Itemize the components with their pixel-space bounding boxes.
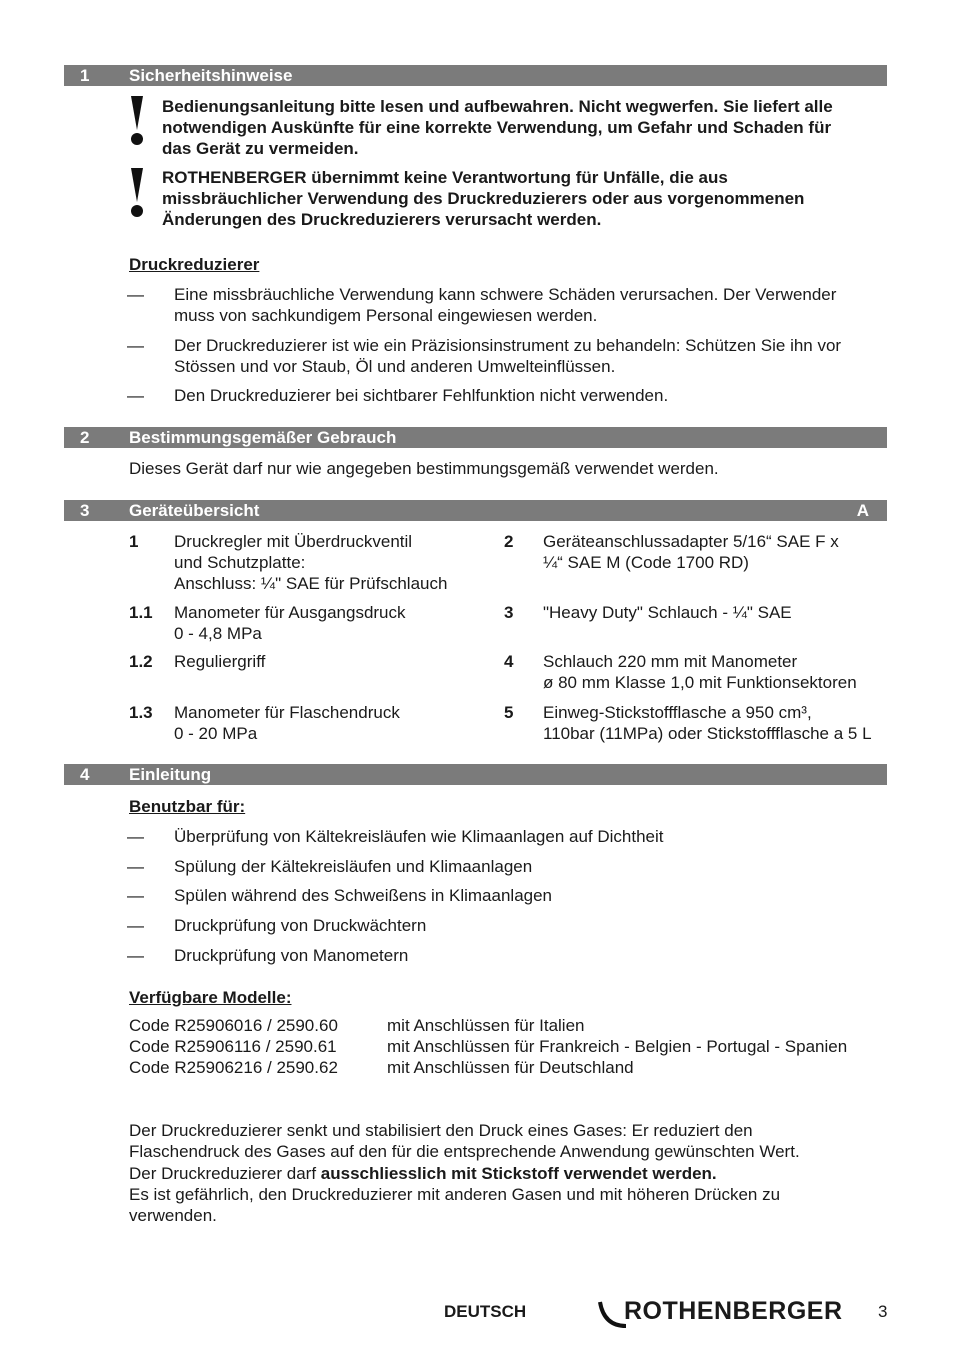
- part-number: 3: [504, 603, 514, 622]
- part-description: Manometer für Ausgangsdruck 0 - 4,8 MPa: [174, 603, 406, 643]
- warning-text-2: ROTHENBERGER übernimmt keine Verantwortung für Unfälle, die aus missbräuchlicher Verwendung des Druckreduzierers oder aus vorgenommenen Änderungen des Druckreduzierers verursacht werden.: [162, 168, 805, 229]
- part-description: Druckregler mit Überdruckventil und Schutzplatte: Anschluss: ¼" SAE für Prüfschlauch: [174, 532, 448, 593]
- part-description: Einweg-Stickstoffflasche a 950 cm³, 110bar (11MPa) oder Stickstoffflasche a 5 L: [543, 703, 872, 743]
- list-item: Spülen während des Schweißens in Klimaanlagen: [174, 886, 553, 905]
- figure-reference: A: [856, 501, 869, 520]
- model-code: Code R25906116 / 2590.61: [129, 1037, 337, 1056]
- models-heading: Verfügbare Modelle:: [129, 988, 292, 1007]
- part-number: 1: [129, 532, 139, 551]
- part-description: "Heavy Duty" Schlauch - ¼" SAE: [543, 603, 792, 622]
- brand-logo: [596, 1296, 843, 1337]
- model-description: mit Anschlüssen für Deutschland: [387, 1058, 634, 1077]
- dash-bullet: —: [127, 386, 144, 405]
- model-code: Code R25906016 / 2590.60: [129, 1016, 338, 1035]
- dash-bullet: —: [127, 916, 144, 935]
- section-number: 3: [80, 501, 90, 520]
- brand-name: ROTHENBERGER: [624, 1297, 843, 1325]
- list-item: Der Druckreduzierer ist wie ein Präzisionsinstrument zu behandeln: Schützen Sie ihn vor Stössen und vor Staub, Öl und anderen Umwelteinflüssen.: [174, 336, 842, 376]
- part-number: 1.1: [129, 603, 153, 622]
- druckreduzierer-heading: Druckreduzierer: [129, 255, 260, 274]
- dash-bullet: —: [127, 285, 144, 304]
- page-number: 3: [878, 1302, 888, 1321]
- warning-text-1: Bedienungsanleitung bitte lesen und aufbewahren. Nicht wegwerfen. Sie liefert alle notwendigen Auskünfte für eine korrekte Verwendung, um Gefahr und Schaden für das Gerät zu vermeiden.: [162, 97, 833, 158]
- footer-language: DEUTSCH: [444, 1302, 527, 1321]
- part-number: 5: [504, 703, 514, 722]
- usage-text: Dieses Gerät darf nur wie angegeben bestimmungsgemäß verwendet werden.: [129, 459, 719, 478]
- section-title: Geräteübersicht: [129, 501, 260, 520]
- part-description: Geräteanschlussadapter 5/16“ SAE F x ¼“ SAE M (Code 1700 RD): [543, 532, 839, 572]
- list-item: Den Druckreduzierer bei sichtbarer Fehlfunktion nicht verwenden.: [174, 386, 669, 405]
- list-item: Druckprüfung von Druckwächtern: [174, 916, 427, 935]
- section-number: 2: [80, 428, 90, 447]
- part-number: 2: [504, 532, 514, 551]
- section-header-3: [64, 500, 887, 521]
- dash-bullet: —: [127, 827, 144, 846]
- list-item: Überprüfung von Kältekreisläufen wie Klimaanlagen auf Dichtheit: [174, 827, 664, 846]
- model-description: mit Anschlüssen für Italien: [387, 1016, 585, 1035]
- section-header-4: [64, 764, 887, 785]
- section-number: 4: [80, 765, 90, 784]
- intro-paragraph: Der Druckreduzierer senkt und stabilisiert den Druck eines Gases: Er reduziert den Flaschendruck des Gases auf den für die entsprechende Anwendung gewünschten Wert.: [129, 1121, 800, 1161]
- section-title: Sicherheitshinweise: [129, 66, 293, 85]
- nitrogen-text: Der Druckreduzierer darf: [129, 1164, 321, 1183]
- section-number: 1: [80, 66, 90, 85]
- part-description: Schlauch 220 mm mit Manometer ø 80 mm Klasse 1,0 mit Funktionsektoren: [543, 652, 857, 692]
- nitrogen-emphasis: ausschliesslich mit Stickstoff verwendet werden.: [320, 1164, 717, 1183]
- part-number: 1.3: [129, 703, 153, 722]
- part-description: Reguliergriff: [174, 652, 266, 671]
- model-code: Code R25906216 / 2590.62: [129, 1058, 338, 1077]
- danger-paragraph: Es ist gefährlich, den Druckreduzierer mit anderen Gasen und mit höheren Drücken zu verwenden.: [129, 1185, 781, 1225]
- part-number: 1.2: [129, 652, 153, 671]
- dash-bullet: —: [127, 946, 144, 965]
- model-description: mit Anschlüssen für Frankreich - Belgien - Portugal - Spanien: [387, 1037, 848, 1056]
- section-header-2: [64, 427, 887, 448]
- list-item: Spülung der Kältekreisläufen und Klimaanlagen: [174, 857, 533, 876]
- part-description: Manometer für Flaschendruck 0 - 20 MPa: [174, 703, 400, 743]
- section-title: Einleitung: [129, 765, 212, 784]
- section-header-1: [64, 65, 887, 86]
- nitrogen-paragraph: [129, 1163, 869, 1184]
- usable-heading: Benutzbar für:: [129, 797, 246, 816]
- part-number: 4: [504, 652, 514, 671]
- dash-bullet: —: [127, 886, 144, 905]
- section-title: Bestimmungsgemäßer Gebrauch: [129, 428, 397, 447]
- list-item: Eine missbräuchliche Verwendung kann schwere Schäden verursachen. Der Verwender muss von sachkundigem Personal eingewiesen werden.: [174, 285, 837, 325]
- dash-bullet: —: [127, 336, 144, 355]
- dash-bullet: —: [127, 857, 144, 876]
- list-item: Druckprüfung von Manometern: [174, 946, 409, 965]
